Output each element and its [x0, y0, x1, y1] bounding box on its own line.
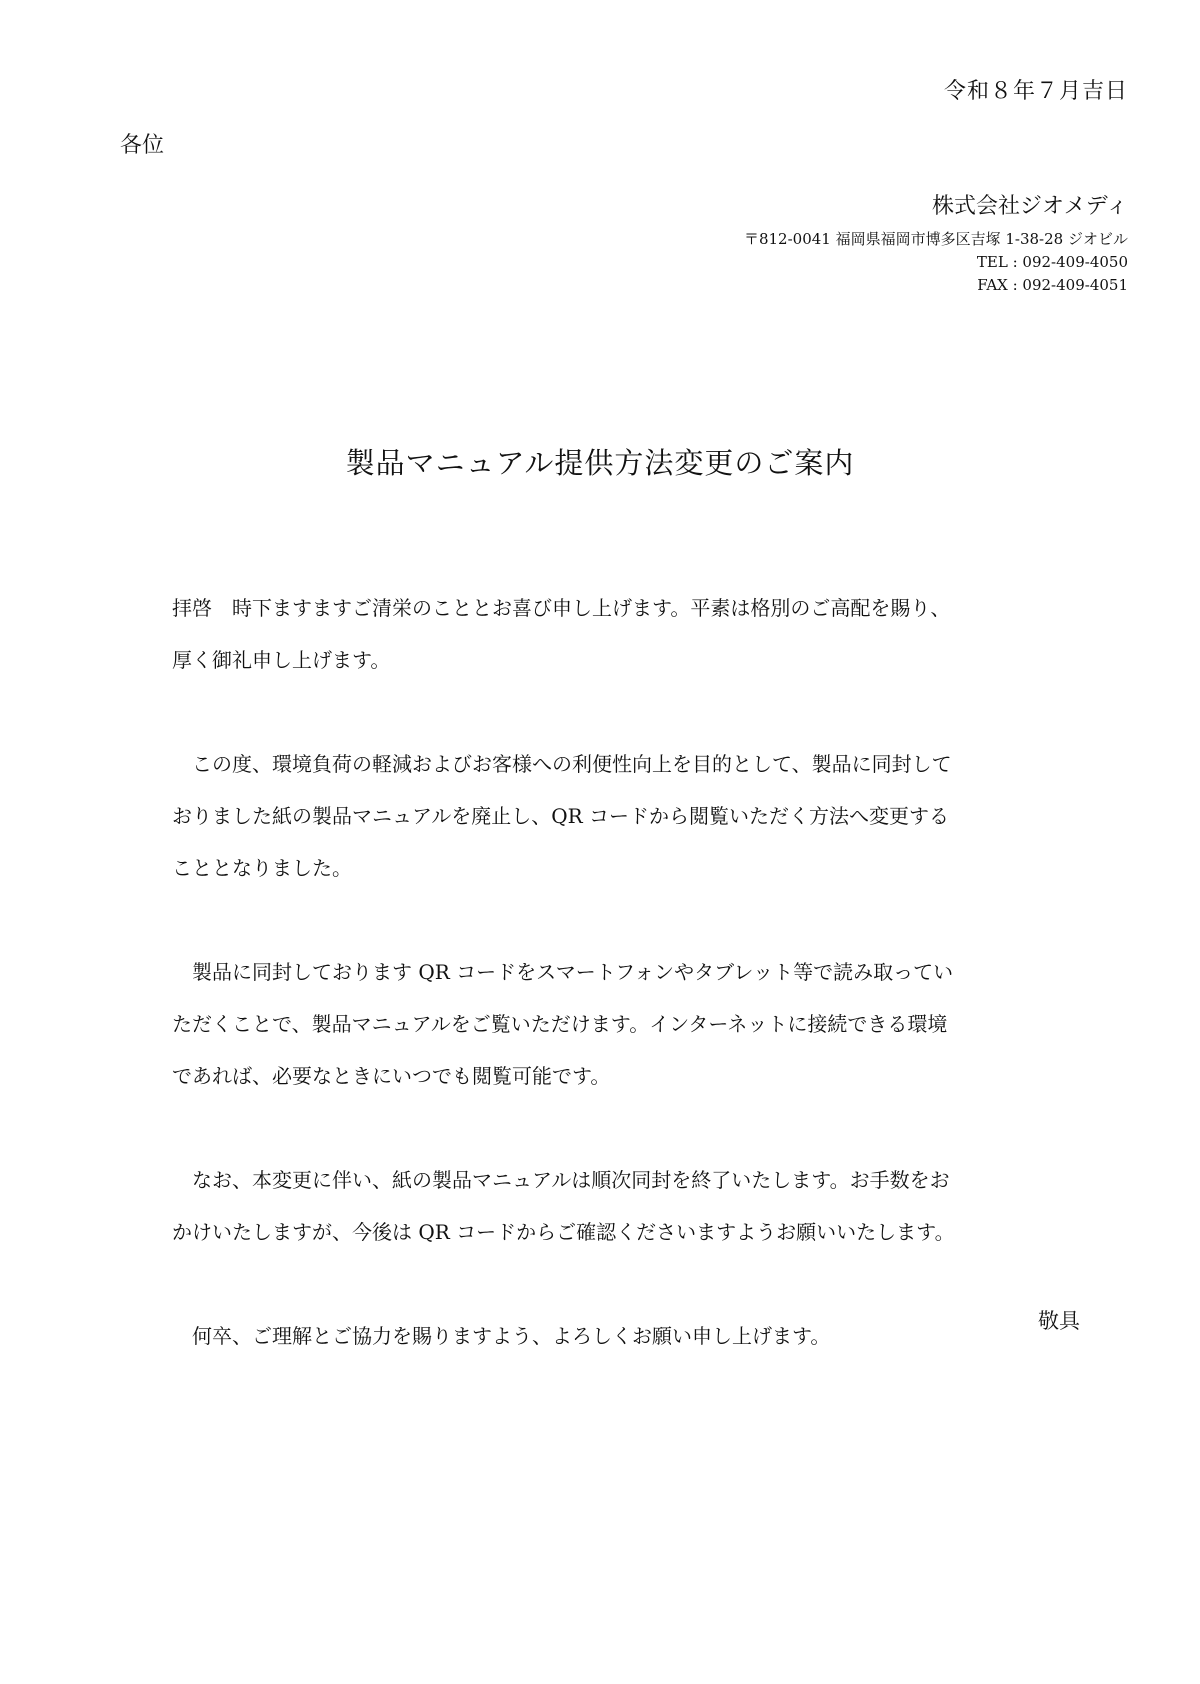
- letter-title: 製品マニュアル提供方法変更のご案内: [345, 446, 855, 480]
- body-paragraph-qr-usage: 製品に同封しております QR コードをスマートフォンやタブレット等で読み取ってい ただくことで、製品マニュアルをご覧いただけます。インターネットに接続できる環境 であれば、必要なときにいつでも閲覧可能です。: [172, 960, 954, 1088]
- letter-date: 令和８年７月吉日: [943, 79, 1128, 104]
- body-paragraph-request: 何卒、ご理解とご協力を賜りますよう、よろしくお願い申し上げます。: [172, 1324, 831, 1348]
- sender-tel: TEL : 092-409-4050: [976, 253, 1128, 271]
- addressee: 各位: [120, 133, 165, 158]
- sender-fax: FAX : 092-409-4051: [977, 276, 1128, 294]
- body-paragraph-termination: なお、本変更に伴い、紙の製品マニュアルは順次同封を終了いたします。お手数をお かけいたしますが、今後は QR コードからご確認くださいますようお願いいたします。: [172, 1168, 955, 1244]
- letter-body: [172, 582, 1042, 1414]
- sender-block: [744, 192, 1128, 297]
- body-paragraph-change-notice: この度、環境負荷の軽減およびお客様への利便性向上を目的として、製品に同封して おりました紙の製品マニュアルを廃止し、QR コードから閲覧いただく方法へ変更する こととなりました。: [172, 752, 952, 880]
- body-paragraph-greeting: 拝啓 時下ますますご清栄のこととお喜び申し上げます。平素は格別のご高配を賜り、 厚く御礼申し上げます。: [172, 596, 951, 672]
- sender-address: 〒812-0041 福岡県福岡市博多区吉塚 1-38-28 ジオビル: [743, 230, 1128, 248]
- sender-company: 株式会社ジオメディ: [931, 194, 1128, 219]
- letter-closing: 敬具: [1038, 1309, 1080, 1333]
